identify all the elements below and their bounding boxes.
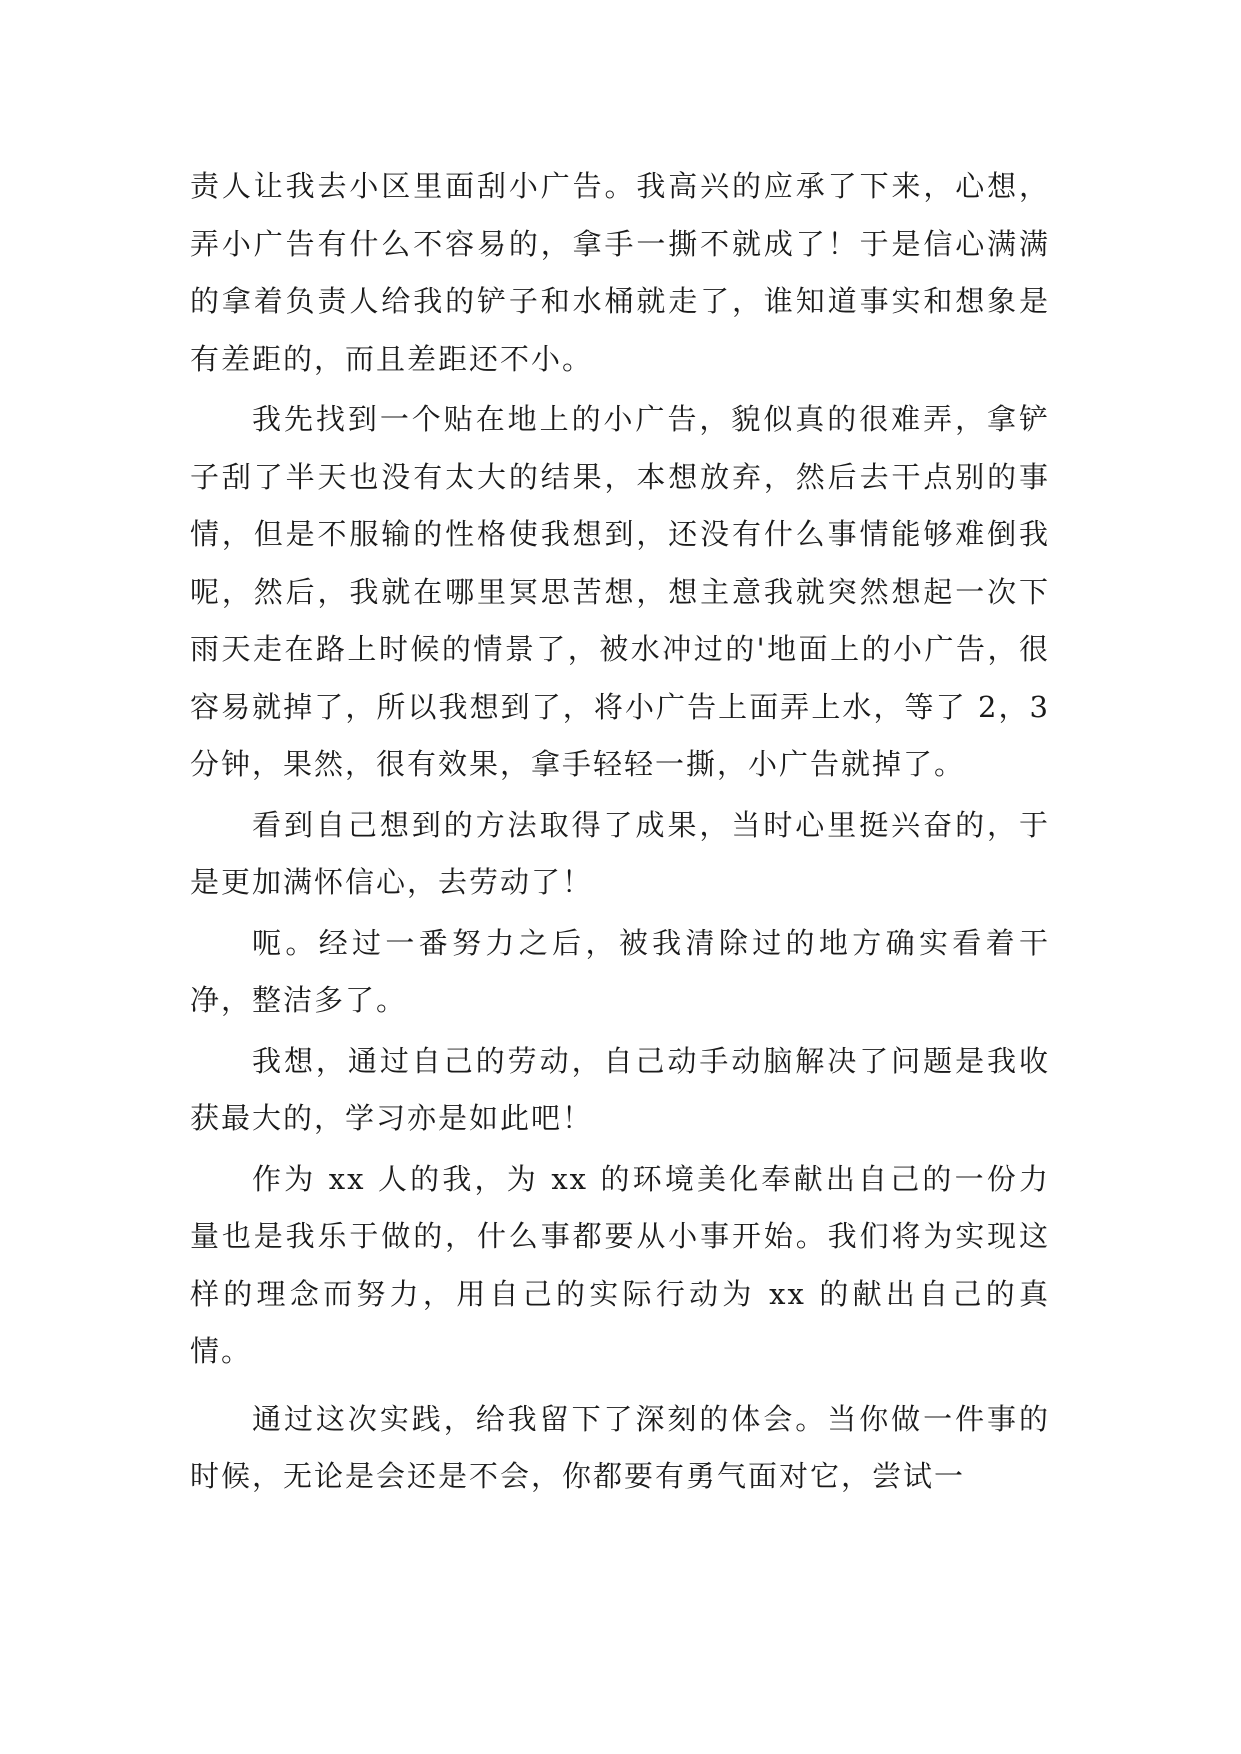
paragraph-6: 作为 xx 人的我，为 xx 的环境美化奉献出自己的一份力量也是我乐于做的，什么事都要从小事开始。我们将为实现这样的理念而努力，用自己的实际行动为 xx 的献出自己的真情。 <box>190 1161 1050 1368</box>
paragraph-3: 看到自己想到的方法取得了成果，当时心里挺兴奋的，于是更加满怀信心，去劳动了！ <box>190 807 1050 899</box>
paragraph-2: 我先找到一个贴在地上的小广告，貌似真的很难弄，拿铲子刮了半天也没有太大的结果，本想放弃，然后去干点别的事情，但是不服输的性格使我想到，还没有什么事情能够难倒我呢，然后，我就在哪里冥思苦想，想主意我就突然想起一次下雨天走在路上时候的情景了，被水冲过的'地面上的小广告，很容易就掉了，所以我想到了，将小广告上面弄上水，等了 2，3 分钟，果然，很有效果，拿手轻轻一撕，小广告就掉了。 <box>190 402 1050 781</box>
paragraph-4: 呃。经过一番努力之后，被我清除过的地方确实看着干净，整洁多了。 <box>190 925 1050 1017</box>
paragraph-5: 我想，通过自己的劳动，自己动手动脑解决了问题是我收获最大的，学习亦是如此吧！ <box>190 1043 1050 1135</box>
paragraph-1: 责人让我去小区里面刮小广告。我高兴的应承了下来，心想，弄小广告有什么不容易的，拿手一撕不就成了！于是信心满满的拿着负责人给我的铲子和水桶就走了，谁知道事实和想象是有差距的，而且差距还不小。 <box>190 169 1050 376</box>
paragraph-7: 通过这次实践，给我留下了深刻的体会。当你做一件事的时候，无论是会还是不会，你都要有勇气面对它，尝试一 <box>190 1401 1050 1493</box>
document-body <box>190 158 1050 1506</box>
